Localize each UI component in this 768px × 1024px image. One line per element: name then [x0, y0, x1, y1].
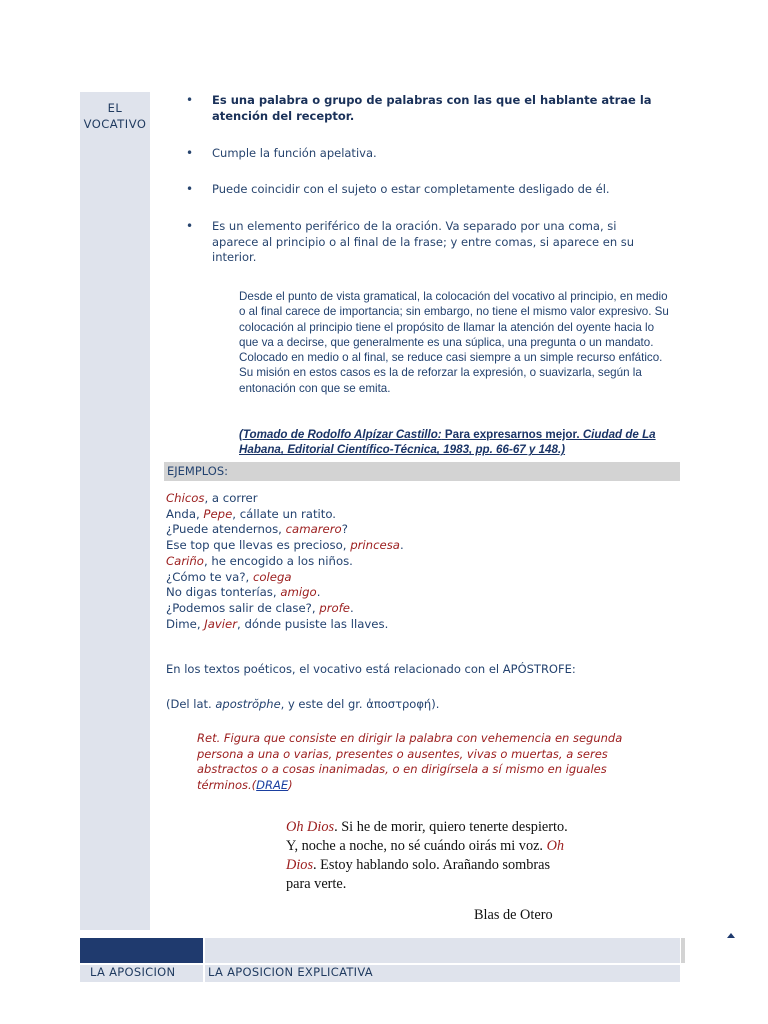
example-text: Ese top que llevas es precioso, [166, 538, 351, 553]
nav-label-aposicion[interactable]: LA APOSICION [90, 965, 176, 979]
example-line [166, 554, 666, 570]
example-text: ? [341, 522, 348, 537]
example-text: ¿Podemos salir de clase?, [166, 600, 320, 615]
example-text: , cállate un ratito. [232, 506, 337, 521]
example-line [166, 491, 666, 507]
nav-bar-light-cell [205, 938, 680, 963]
poem-excerpt [286, 818, 576, 894]
example-line [166, 538, 666, 554]
example-line [166, 570, 666, 586]
bullet-text: Es una palabra o grupo de palabras con las que el hablante atrae la atención del receptor. [212, 93, 652, 123]
sidebar-panel [80, 92, 150, 930]
section-title-line1: EL [107, 101, 123, 115]
example-line [166, 585, 666, 601]
example-text: , he encogido a los niños. [203, 553, 353, 568]
nav-bar-end-cap [681, 938, 685, 963]
example-vocative: Pepe [203, 506, 233, 521]
example-text: ¿Puede atendernos, [166, 522, 286, 537]
poem-text: . Si he de morir, quiero tenerte despierto. Y, noche a noche, no sé cuándo oirás mi voz. [286, 819, 568, 854]
example-vocative: Javier [204, 616, 238, 631]
example-vocative: Cariño [166, 553, 204, 568]
example-vocative: profe [319, 600, 350, 615]
poem-vocative: Oh Dios [286, 819, 335, 835]
etymology [166, 697, 686, 711]
bullet-icon: • [186, 146, 194, 160]
example-vocative: princesa [350, 538, 400, 553]
example-text: , a correr [204, 491, 258, 505]
section-title-line2: VOCATIVO [83, 117, 147, 131]
bullet-icon: • [186, 182, 194, 196]
example-vocative: colega [252, 569, 292, 584]
example-text: ¿Cómo te va?, [166, 569, 253, 584]
examples-header-bar [164, 462, 680, 481]
example-line [166, 507, 666, 523]
example-vocative: camarero [285, 522, 342, 537]
examples-heading: EJEMPLOS: [167, 464, 229, 478]
source-publisher: Ciudad de La Habana, Editorial Científico-Técnica, 1983, pp. 66-67 y 148.) [239, 428, 656, 457]
nav-bar-dark-cell [80, 938, 203, 963]
example-text: , dónde pusiste las llaves. [237, 616, 389, 631]
example-vocative: amigo [280, 585, 317, 600]
definition-text: Ret. Figura que consiste en dirigir la palabra con vehemencia en segunda persona a una o varias, presentes o ausentes, vivas o muertas, a seres abstractos o a cosas inanimadas, o en dirigírsela a sí mismo en iguales términos.( [197, 731, 623, 793]
poem-author: Blas de Otero [474, 907, 553, 923]
etymology-latin: apostrŏphe [215, 697, 281, 711]
bullet-icon: • [186, 93, 194, 107]
etymology-prefix: (Del lat. [166, 697, 216, 711]
scroll-up-arrow-icon[interactable] [727, 933, 735, 938]
examples-list [166, 491, 666, 632]
quote-source [239, 427, 679, 458]
section-title [80, 100, 150, 132]
bullet-icon: • [186, 219, 194, 233]
example-line [166, 617, 666, 633]
example-text: No digas tonterías, [166, 585, 281, 600]
drae-link[interactable]: DRAE [256, 778, 289, 793]
poetic-note: En los textos poéticos, el vocativo está relacionado con el APÓSTROFE: [166, 662, 576, 676]
etymology-greek: , y este del gr. ἀποστροφή). [280, 697, 440, 711]
poem-text: . Estoy hablando solo. Arañando sombras para verte. [286, 857, 551, 892]
nav-label-aposicion-explicativa[interactable]: LA APOSICION EXPLICATIVA [208, 965, 373, 979]
example-text: . [349, 600, 354, 615]
example-text: . [399, 538, 404, 553]
apostrophe-definition [197, 731, 657, 794]
example-line [166, 522, 666, 538]
example-text: Anda, [166, 506, 204, 521]
bullet-text: Cumple la función apelativa. [212, 146, 377, 160]
example-text: . [316, 585, 321, 600]
bullet-text: Es un elemento periférico de la oración. Va separado por una coma, si aparece al principio o al final de la frase; y entre comas, si aparece en su interior. [212, 219, 635, 264]
poem-vocative: Oh Dios [286, 838, 565, 873]
example-text: Dime, [166, 616, 205, 631]
source-author: (Tomado de Rodolfo Alpízar Castillo: [239, 428, 442, 441]
definition-close: ) [288, 778, 293, 793]
grammar-quote: Desde el punto de vista gramatical, la colocación del vocativo al principio, en medio o al final carece de importancia; sin embargo, no tiene el mismo valor expresivo. Su colocación al principio tiene el propósito de llamar la atención del oyente hacia lo que va a decirse, que generalmente es una súplica, una pregunta o un mandato. Colocado en medio o al final, se reduce casi siempre a un simple recurso enfático. Su misión en estos casos es la de reforzar la expresión, o suavizarla, según la entonación con que se emita. [239, 290, 669, 395]
example-vocative: Chicos [166, 491, 205, 505]
source-book-title: Para expresarnos mejor. [441, 428, 583, 441]
bullet-text: Puede coincidir con el sujeto o estar completamente desligado de él. [212, 182, 610, 196]
example-line [166, 601, 666, 617]
